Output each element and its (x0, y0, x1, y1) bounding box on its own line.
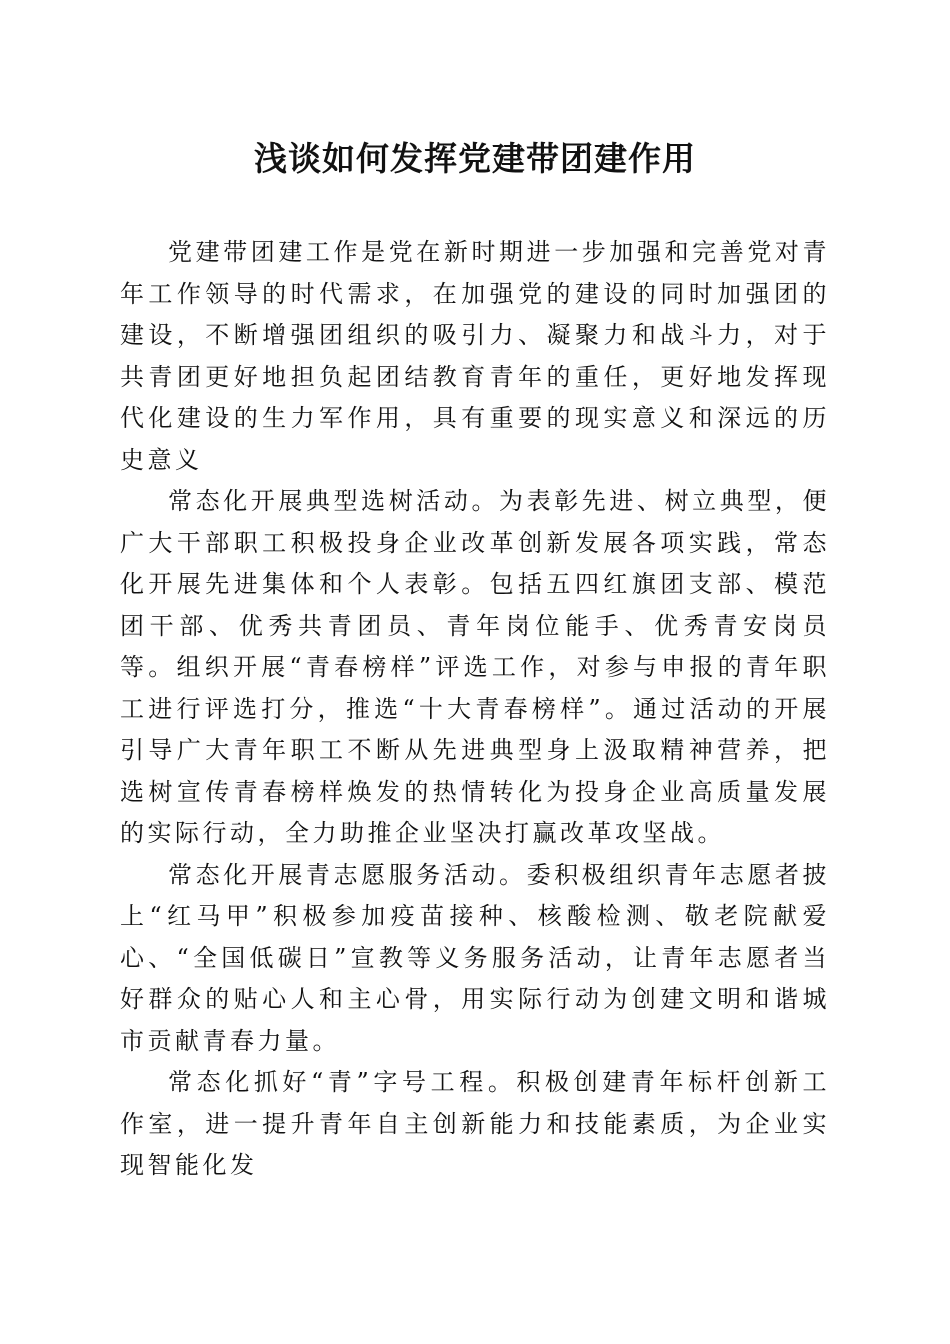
paragraph-youth-projects: 常态化抓好“青”字号工程。积极创建青年标杆创新工作室，进一提升青年自主创新能力和技能素质，为企业实现智能化发 (120, 1068, 830, 1179)
paragraph-volunteer-service: 常态化开展青志愿服务活动。委积极组织青年志愿者披上“红马甲”积极参加疫苗接种、核酸检测、敬老院献爱心、“全国低碳日”宣教等义务服务活动，让青年志愿者当好群众的贴心人和主心骨，用实际行动为创建文明和谐城市贡献青春力量。 (120, 860, 830, 1055)
paragraph-intro: 党建带团建工作是党在新时期进一步加强和完善党对青年工作领导的时代需求，在加强党的建设的同时加强团的建设，不断增强团组织的吸引力、凝聚力和战斗力，对于共青团更好地担负起团结教育青年的重任，更好地发挥现代化建设的生力军作用，具有重要的现实意义和深远的历史意义 (120, 238, 830, 474)
document-body (120, 232, 830, 1187)
document-title: 浅谈如何发挥党建带团建作用 (254, 139, 696, 178)
paragraph-role-models: 常态化开展典型选树活动。为表彰先进、树立典型，便广大干部职工积极投身企业改革创新发展各项实践，常态化开展先进集体和个人表彰。包括五四红旗团支部、模范团干部、优秀共青团员、青年岗位能手、优秀青安岗员等。组织开展“青春榜样”评选工作，对参与申报的青年职工进行评选打分，推选“十大青春榜样”。通过活动的开展引导广大青年职工不断从先进典型身上汲取精神营养，把选树宣传青春榜样焕发的热情转化为投身企业高质量发展的实际行动，全力助推企业坚决打赢改革攻坚战。 (120, 487, 830, 847)
